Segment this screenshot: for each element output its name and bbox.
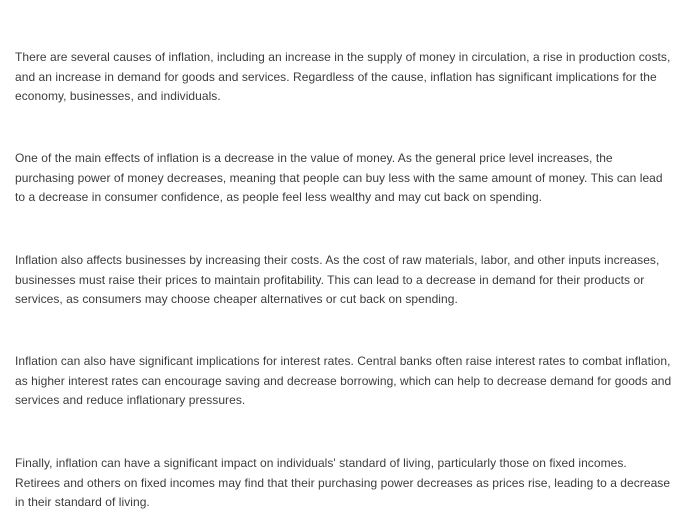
paragraph-value-of-money: One of the main effects of inflation is a decrease in the value of money. As the general price level increases, the purchasing power of money decreases, meaning that people can buy less with the same amount of money. This can lead to a decrease in consumer confidence, as people feel less wealthy and may cut back on spending.	[15, 151, 663, 204]
paragraph-causes: There are several causes of inflation, including an increase in the supply of money in circulation, a rise in production costs, and an increase in demand for goods and services. Regardless of the cause, inflation has significant implications for the economy, businesses, and individuals.	[15, 50, 671, 103]
paragraph-businesses: Inflation also affects businesses by increasing their costs. As the cost of raw materials, labor, and other inputs increases, businesses must raise their prices to maintain profitability. This can lead to a decrease in demand for their products or services, as consumers may choose cheaper alternatives or cut back on spending.	[15, 253, 660, 306]
paragraph-standard-of-living: Finally, inflation can have a significant impact on individuals' standard of living, particularly those on fixed incomes. Retirees and others on fixed incomes may find that their purchasing power decreases as prices rise, leading to a decrease in their standard of living.	[15, 456, 671, 509]
paragraph-interest-rates: Inflation can also have significant implications for interest rates. Central banks often raise interest rates to combat inflation, as higher interest rates can encourage saving and decrease borrowing, which can help to decrease demand for goods and services and reduce inflationary pressures.	[15, 354, 672, 407]
